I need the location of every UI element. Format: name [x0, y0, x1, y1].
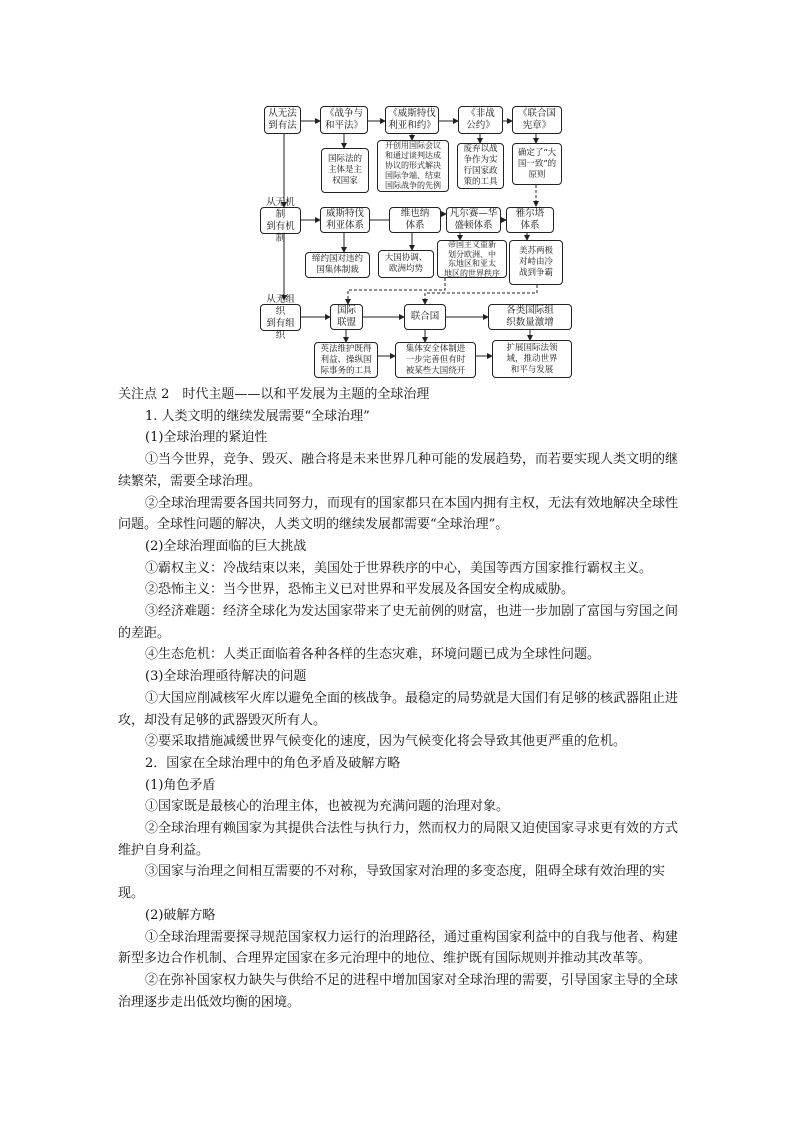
node-intl-orgs: 各类国际组 织数量激增	[488, 304, 572, 330]
section-2-title: 2．国家在全球治理中的角色矛盾及破解方略	[145, 755, 401, 771]
note-sanctions: 缔约国对违约 国集体制裁	[305, 252, 370, 278]
stage-law: 从无法 到有法	[264, 106, 301, 134]
note-sovereign: 国际法的 主体是主 权国家	[321, 148, 369, 193]
paragraph: ②在弥补国家权力缺失与供给不足的进程中增加国家对全球治理的需要，引导国家主导的全球治理逐步走出低效均衡的困境。	[118, 972, 679, 1010]
paragraph: ③经济难题：经济全球化为发达国家带来了史无前例的财富，也进一步加剧了富国与穷国之间的差距。	[118, 604, 679, 641]
node-un-charter: 《联合国 宪章》	[512, 106, 562, 134]
stage-mechanism: 从无机制 到有机制	[260, 207, 301, 234]
subsection-contradiction: (1)角色矛盾	[145, 777, 216, 793]
paragraph: ②要采取措施减缓世界气候变化的速度，因为气候变化将会导致其他更严重的危机。	[145, 734, 627, 750]
node-kellogg: 《非战 公约》	[458, 106, 503, 134]
note-expand-law: 扩展国际法领 域，推动世界 和平与发展	[492, 340, 572, 378]
node-vienna-system: 维也纳 体系	[389, 207, 441, 233]
paragraph: ②全球治理需要各国共同努力，而现有的国家都只在本国内拥有主权，无法有效地解决全球性问题。全球性问题的解决，人类文明的继续发展都需要“全球治理”。	[118, 495, 679, 533]
note-balance: 大国协调、 欧洲均势	[378, 250, 434, 278]
subsection-problems: (3)全球治理亟待解决的问题	[145, 669, 307, 685]
node-versailles-washington: 凡尔赛—华 盛顿体系	[446, 207, 501, 233]
paragraph: ④生态危机：人类正面临着各种各样的生态灾难，环境问题已成为全球性问题。	[145, 647, 601, 663]
paragraph: ①国家既是最核心的治理主体，也被视为充满问题的治理对象。	[145, 799, 510, 815]
node-war-and-peace: 《战争与 和平法》	[320, 106, 368, 134]
node-league: 国际 联盟	[330, 304, 363, 330]
note-renounce-war: 废弃以战 争作为实 行国家政 策的工具	[457, 143, 504, 189]
paragraph: ①全球治理需要探寻规范国家权力运行的治理路径，通过重构国家利益中的自我与他者、构建新型多边合作机制、合理界定国家在多元治理中的地位、维护既有国际规则并推动其改革等。	[118, 929, 679, 967]
section-1-title: 1. 人类文明的继续发展需要“全球治理”	[145, 408, 370, 424]
paragraph: ①当今世界，竞争、毁灭、融合将是未来世界几种可能的发展趋势，而若要实现人类文明的继续繁荣，需要全球治理。	[118, 452, 679, 489]
note-cold-war: 美苏两极 对峙由冷 战到争霸	[509, 240, 563, 285]
note-unanimity: 确定了“大 国一致”的 原则	[512, 143, 562, 185]
paragraph: ①大国应削减核军火库以避免全面的核战争。最稳定的局势就是大国们有足够的核武器阻止进攻，却没有足够的武器毁灭所有人。	[118, 690, 679, 728]
paragraph: ①霸权主义：冷战结束以来，美国处于世界秩序的中心，美国等西方国家推行霸权主义。	[145, 560, 653, 576]
subsection-urgency: (1)全球治理的紧迫性	[145, 430, 268, 446]
note-collective-security: 集体安全体制进 一步完善但有时 被某些大国绕开	[395, 342, 476, 378]
flow-diagram	[0, 0, 794, 380]
paragraph: ③国家与治理之间相互需要的不对称，导致国家对治理的多变态度，阻碍全球有效治理的实现。	[118, 864, 666, 902]
stage-organization: 从无组织 到有组织	[260, 304, 301, 331]
note-conference: 开创用国际会议 和通过谈判达成 协议的形式解决 国际争端、结束 国际战争的先例	[377, 140, 449, 192]
node-westphalia: 《威斯特伐 利亚和约》	[385, 106, 439, 134]
node-united-nations: 联合国	[404, 304, 446, 330]
node-westphalian-system: 威斯特伐 利亚体系	[320, 207, 370, 233]
node-yalta-system: 雅尔塔 体系	[506, 207, 554, 233]
focus-heading: 关注点 2 时代主题——以和平发展为主题的全球治理	[118, 387, 430, 402]
subsection-challenges: (2)全球治理面临的巨大挑战	[145, 538, 307, 554]
note-league-tool: 英法维护既得 利益、操纵国 际事务的工具	[314, 342, 378, 378]
document-body	[118, 384, 678, 1013]
subsection-strategy: (2)破解方略	[145, 907, 216, 923]
paragraph: ②全球治理有赖国家为其提供合法性与执行力，然而权力的局限又迫使国家寻求更有效的方式维护自身利益。	[118, 821, 679, 858]
paragraph: ②恐怖主义：当今世界，恐怖主义已对世界和平发展及各国安全构成威胁。	[145, 582, 575, 598]
note-imperialism: 帝国主义重新 划分欧洲、中 东地区和亚太 地区的世界秩序	[437, 240, 507, 278]
